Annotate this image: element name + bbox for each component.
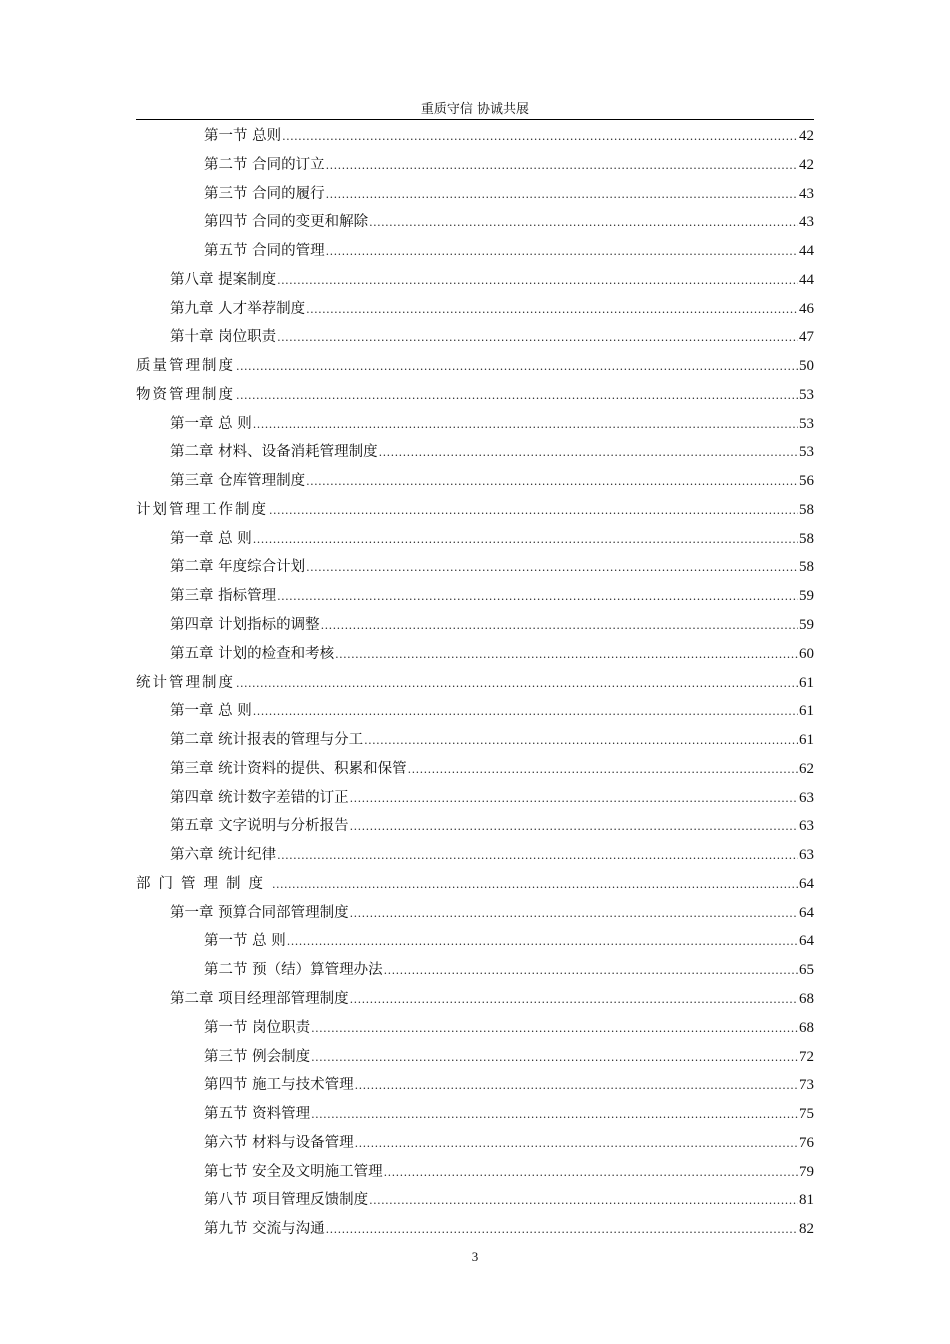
toc-entry[interactable] (136, 496, 814, 525)
toc-entry[interactable] (136, 438, 814, 467)
toc-entry-label: 第五节 合同的管理 (204, 243, 325, 260)
toc-entry[interactable] (136, 899, 814, 928)
toc-entry-label: 第六章 统计纪律 (170, 847, 277, 864)
toc-entry-page: 44 (799, 243, 814, 260)
toc-entry-page: 68 (799, 1019, 814, 1036)
toc-entry[interactable] (136, 784, 814, 813)
toc-leader-dots (364, 727, 798, 756)
toc-entry-label: 第三节 例会制度 (204, 1048, 311, 1065)
toc-entry[interactable] (136, 927, 814, 956)
toc-entry-page: 56 (799, 473, 814, 490)
toc-entry-page: 62 (799, 760, 814, 777)
toc-leader-dots (326, 152, 798, 181)
toc-entry[interactable] (136, 553, 814, 582)
toc-leader-dots (277, 267, 798, 296)
toc-entry-label: 第一节 总则 (204, 128, 282, 144)
toc-entry-label: 第九节 交流与沟通 (204, 1221, 325, 1238)
toc-entry-label: 第一章 总 则 (170, 703, 252, 720)
toc-entry-label: 物资管理制度 (136, 386, 235, 403)
toc-entry-page: 53 (799, 444, 814, 461)
toc-leader-dots (379, 439, 798, 468)
toc-entry-label: 第二章 统计报表的管理与分工 (170, 732, 364, 749)
toc-leader-dots (355, 1130, 798, 1159)
toc-leader-dots (236, 670, 798, 699)
toc-leader-dots (253, 698, 798, 727)
toc-entry-page: 58 (799, 559, 814, 576)
toc-leader-dots (369, 209, 798, 238)
toc-leader-dots (384, 1159, 798, 1188)
toc-entry[interactable] (136, 1014, 814, 1043)
toc-entry-label: 第五章 文字说明与分析报告 (170, 818, 349, 835)
toc-leader-dots (253, 411, 798, 440)
toc-entry-page: 61 (799, 703, 814, 720)
table-of-contents (136, 122, 814, 1244)
toc-entry-label: 计划管理工作制度 (136, 501, 268, 518)
toc-entry-page: 79 (799, 1163, 814, 1180)
toc-leader-dots (236, 353, 798, 382)
toc-entry-page: 64 (799, 904, 814, 921)
toc-leader-dots (369, 1187, 798, 1216)
toc-entry-page: 60 (799, 645, 814, 662)
toc-entry[interactable] (136, 1215, 814, 1244)
toc-entry-label: 第一章 预算合同部管理制度 (170, 904, 349, 921)
toc-entry[interactable] (136, 525, 814, 554)
toc-entry-page: 63 (799, 789, 814, 806)
toc-entry-page: 61 (799, 674, 814, 691)
toc-entry-label: 第八章 提案制度 (170, 271, 277, 288)
toc-leader-dots (236, 382, 798, 411)
toc-entry-page: 76 (799, 1134, 814, 1151)
toc-entry-label: 第二章 年度综合计划 (170, 559, 306, 576)
toc-entry[interactable] (136, 295, 814, 324)
toc-entry-label: 第一节 总 则 (204, 933, 286, 950)
toc-leader-dots (326, 238, 798, 267)
toc-entry-label: 第六节 材料与设备管理 (204, 1134, 354, 1151)
toc-entry[interactable] (136, 1186, 814, 1215)
toc-entry[interactable] (136, 1158, 814, 1187)
toc-leader-dots (277, 324, 798, 353)
toc-leader-dots (282, 123, 798, 152)
toc-entry-label: 第二章 项目经理部管理制度 (170, 990, 349, 1007)
toc-entry[interactable] (136, 669, 814, 698)
toc-entry[interactable] (136, 410, 814, 439)
toc-entry-page: 47 (799, 329, 814, 346)
toc-entry[interactable] (136, 266, 814, 295)
toc-entry[interactable] (136, 956, 814, 985)
toc-entry-label: 第四章 计划指标的调整 (170, 617, 320, 634)
toc-leader-dots (408, 756, 798, 785)
toc-leader-dots (287, 928, 798, 957)
toc-entry-page: 72 (799, 1048, 814, 1065)
toc-leader-dots (335, 641, 798, 670)
toc-entry[interactable] (136, 1100, 814, 1129)
toc-entry-page: 58 (799, 530, 814, 547)
page-header: 重质守信 协诚共展 (136, 101, 814, 120)
toc-leader-dots (311, 1101, 798, 1130)
toc-entry-page: 42 (799, 128, 814, 144)
toc-leader-dots (269, 497, 798, 526)
toc-leader-dots (350, 813, 798, 842)
toc-leader-dots (306, 296, 798, 325)
toc-entry-page: 64 (799, 875, 814, 892)
toc-leader-dots (384, 957, 798, 986)
toc-entry-label: 第四节 施工与技术管理 (204, 1077, 354, 1094)
toc-entry-page: 68 (799, 990, 814, 1007)
toc-entry-page: 50 (799, 358, 814, 375)
toc-entry-label: 第二节 合同的订立 (204, 156, 325, 173)
toc-entry[interactable] (136, 582, 814, 611)
toc-entry-label: 第二节 预（结）算管理办法 (204, 962, 383, 979)
toc-entry[interactable] (136, 611, 814, 640)
toc-entry-page: 43 (799, 185, 814, 202)
toc-entry[interactable] (136, 151, 814, 180)
toc-entry[interactable] (136, 208, 814, 237)
toc-entry-label: 第七节 安全及文明施工管理 (204, 1163, 383, 1180)
toc-entry-label: 第一章 总 则 (170, 415, 252, 432)
toc-entry-page: 75 (799, 1106, 814, 1123)
toc-entry[interactable] (136, 726, 814, 755)
toc-entry[interactable] (136, 755, 814, 784)
toc-leader-dots (350, 900, 798, 929)
toc-leader-dots (321, 612, 798, 641)
toc-entry-page: 42 (799, 156, 814, 173)
toc-entry[interactable] (136, 180, 814, 209)
toc-entry-page: 44 (799, 271, 814, 288)
toc-entry[interactable] (136, 1043, 814, 1072)
toc-entry-page: 59 (799, 617, 814, 634)
toc-leader-dots (277, 842, 798, 871)
toc-leader-dots (350, 785, 798, 814)
toc-entry-page: 46 (799, 300, 814, 317)
toc-entry[interactable] (136, 640, 814, 669)
toc-entry-page: 61 (799, 732, 814, 749)
toc-entry[interactable] (136, 812, 814, 841)
toc-entry-label: 第九章 人才举荐制度 (170, 300, 306, 317)
toc-entry-page: 82 (799, 1221, 814, 1238)
toc-entry-label: 第三章 仓库管理制度 (170, 473, 306, 490)
toc-entry-label: 第四章 统计数字差错的订正 (170, 789, 349, 806)
toc-entry[interactable] (136, 323, 814, 352)
toc-entry-label: 第三章 统计资料的提供、积累和保管 (170, 760, 407, 777)
toc-entry-page: 65 (799, 962, 814, 979)
toc-leader-dots (326, 181, 798, 210)
toc-entry[interactable] (136, 381, 814, 410)
toc-entry-page: 63 (799, 847, 814, 864)
toc-entry-label: 第三章 指标管理 (170, 588, 277, 605)
toc-entry-page: 53 (799, 386, 814, 403)
toc-entry-page: 58 (799, 501, 814, 518)
toc-entry[interactable] (136, 1071, 814, 1100)
toc-leader-dots (272, 871, 798, 900)
toc-leader-dots (306, 554, 798, 583)
toc-entry-label: 第五节 资料管理 (204, 1106, 311, 1123)
toc-entry-label: 统计管理制度 (136, 674, 235, 691)
toc-entry-label: 第五章 计划的检查和考核 (170, 645, 335, 662)
toc-entry[interactable] (136, 697, 814, 726)
toc-entry-page: 81 (799, 1192, 814, 1209)
toc-entry-page: 63 (799, 818, 814, 835)
toc-entry[interactable] (136, 1129, 814, 1158)
toc-entry-label: 第十章 岗位职责 (170, 329, 277, 346)
toc-entry-page: 53 (799, 415, 814, 432)
page-number: 3 (471, 1249, 479, 1264)
toc-entry-page: 43 (799, 214, 814, 231)
toc-entry-label: 第三节 合同的履行 (204, 185, 325, 202)
toc-entry-label: 部门管理制度 (136, 875, 271, 892)
toc-entry-label: 第四节 合同的变更和解除 (204, 214, 369, 231)
toc-leader-dots (326, 1216, 798, 1245)
toc-leader-dots (277, 583, 798, 612)
toc-entry[interactable] (136, 841, 814, 870)
toc-entry-label: 第八节 项目管理反馈制度 (204, 1192, 369, 1209)
toc-entry[interactable] (136, 467, 814, 496)
toc-entry[interactable] (136, 870, 814, 899)
toc-leader-dots (306, 468, 798, 497)
toc-entry-label: 第二章 材料、设备消耗管理制度 (170, 444, 378, 461)
toc-entry-label: 质量管理制度 (136, 358, 235, 375)
toc-entry-page: 73 (799, 1077, 814, 1094)
toc-leader-dots (311, 1015, 798, 1044)
toc-entry-label: 第一章 总 则 (170, 530, 252, 547)
toc-entry-label: 第一节 岗位职责 (204, 1019, 311, 1036)
toc-entry[interactable] (136, 122, 814, 151)
toc-entry[interactable] (136, 352, 814, 381)
toc-entry[interactable] (136, 237, 814, 266)
toc-leader-dots (355, 1072, 798, 1101)
toc-leader-dots (311, 1044, 798, 1073)
toc-entry[interactable] (136, 985, 814, 1014)
toc-leader-dots (253, 526, 798, 555)
toc-leader-dots (350, 986, 798, 1015)
toc-entry-page: 59 (799, 588, 814, 605)
toc-entry-page: 64 (799, 933, 814, 950)
